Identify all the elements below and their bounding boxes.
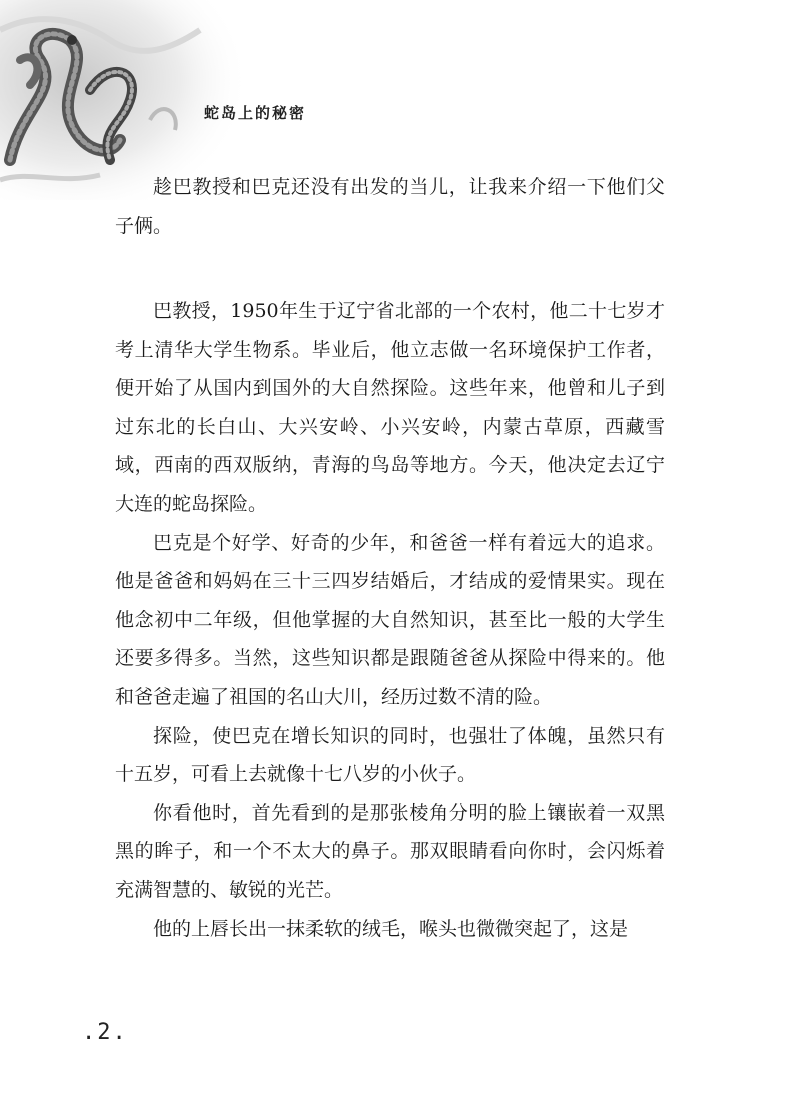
paragraph: 巴克是个好学、好奇的少年，和爸爸一样有着远大的追求。他是爸爸和妈妈在三十三四岁结婚后，才结成的爱情果实。现在他念初中二年级，但他掌握的大自然知识，甚至比一般的大学生还要多得多。当然，这些知识都是跟随爸爸从探险中得来的。他和爸爸走遍了祖国的名山大川，经历过数不清的险。 (115, 531, 665, 708)
paragraph: 你看他时，首先看到的是那张棱角分明的脸上镶嵌着一双黑黑的眸子，和一个不太大的鼻子。那双眼睛看向你时，会闪烁着充满智慧的、敏锐的光芒。 (115, 801, 665, 901)
paragraph: 巴教授，1950年生于辽宁省北部的一个农村，他二十七岁才考上清华大学生物系。毕业后，他立志做一名环境保护工作者，便开始了从国内到国外的大自然探险。这些年来，他曾和儿子到过东北的长白山、大兴安岭、小兴安岭，内蒙古草原，西藏雪域，西南的西双版纳，青海的鸟岛等地方。今天，他决定去辽宁大连的蛇岛探险。 (115, 300, 665, 515)
running-title: 蛇岛上的秘密 (204, 104, 307, 122)
page-number: .2. (82, 1020, 128, 1045)
paragraph: 他的上唇长出一抹柔软的绒毛，喉头也微微突起了，这是 (153, 917, 629, 940)
body-text (115, 292, 665, 948)
paragraph: 探险，使巴克在增长知识的同时，也强壮了体魄，虽然只有十五岁，可看上去就像十七八岁的小伙子。 (115, 724, 665, 786)
intro-text (115, 168, 665, 245)
paragraph: 趁巴教授和巴克还没有出发的当儿，让我来介绍一下他们父子俩。 (115, 176, 665, 237)
